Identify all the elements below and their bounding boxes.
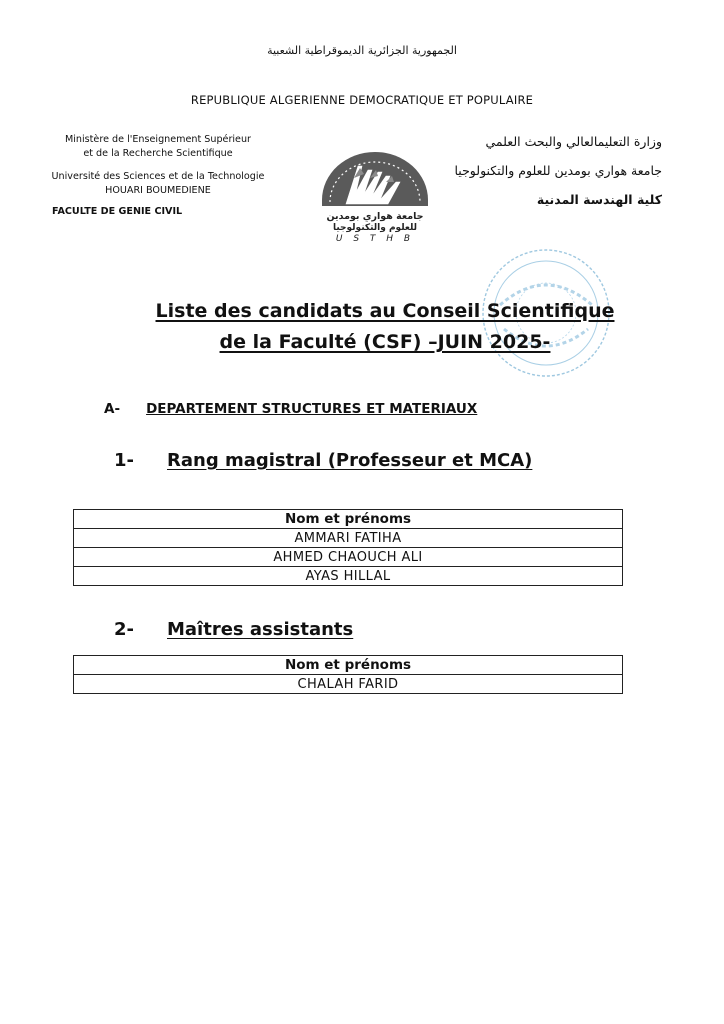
- usthb-logo: [316, 148, 434, 244]
- group-2-table: [73, 655, 623, 694]
- group-1-table: [73, 509, 623, 586]
- table-row: AYAS HILLAL: [74, 567, 623, 586]
- logo-latin: U S T H B: [335, 234, 415, 244]
- university-ar: جامعة هواري بومدين للعلوم والتكنولوجيا: [454, 163, 662, 178]
- republic-heading: REPUBLIQUE ALGERIENNE DEMOCRATIQUE ET POPULAIRE: [190, 93, 534, 107]
- document-title: [0, 296, 724, 358]
- table-row: AMMARI FATIHA: [74, 529, 623, 548]
- faculty-name-fr: FACULTE DE GENIE CIVIL: [52, 206, 183, 217]
- group-1-label: Rang magistral (Professeur et MCA): [167, 450, 533, 471]
- group-2-number: 2-: [114, 619, 134, 640]
- group-1-number: 1-: [114, 450, 134, 471]
- ministry-ar: وزارة التعليمالعالي والبحث العلمي: [485, 134, 662, 149]
- section-a-letter: A-: [104, 401, 121, 417]
- table-row: CHALAH FARID: [74, 675, 623, 694]
- logo-arabic-line-1: جامعة هواري بومدين: [326, 211, 424, 222]
- ministry-line-1: Ministère de l'Enseignement Supérieur: [64, 134, 251, 145]
- logo-arabic-line-2: للعلوم والتكنولوجيا: [332, 223, 418, 233]
- section-a-label: DEPARTEMENT STRUCTURES ET MATERIAUX: [146, 401, 478, 417]
- university-line-1: Université des Sciences et de la Technologie: [51, 171, 265, 182]
- title-line-2: de la Faculté (CSF) –JUIN 2025-: [219, 331, 551, 353]
- group-2-heading: [114, 619, 353, 640]
- faculty-ar: كلية الهندسة المدنية: [536, 192, 662, 207]
- group-2-label: Maîtres assistants: [167, 619, 354, 640]
- university-line-2: HOUARI BOUMEDIENE: [105, 184, 211, 196]
- title-line-1: Liste des candidats au Conseil Scientifique: [155, 300, 615, 322]
- table-header: Nom et prénoms: [74, 510, 623, 529]
- ministry-line-2: et de la Recherche Scientifique: [83, 147, 233, 159]
- arabic-republic-heading: الجمهورية الجزائرية الديموقراطية الشعبية: [267, 44, 457, 57]
- section-a-heading: [104, 401, 477, 417]
- table-row: AHMED CHAOUCH ALI: [74, 548, 623, 567]
- group-1-heading: [114, 450, 532, 471]
- table-header: Nom et prénoms: [74, 656, 623, 675]
- institution-block-fr: [24, 133, 292, 219]
